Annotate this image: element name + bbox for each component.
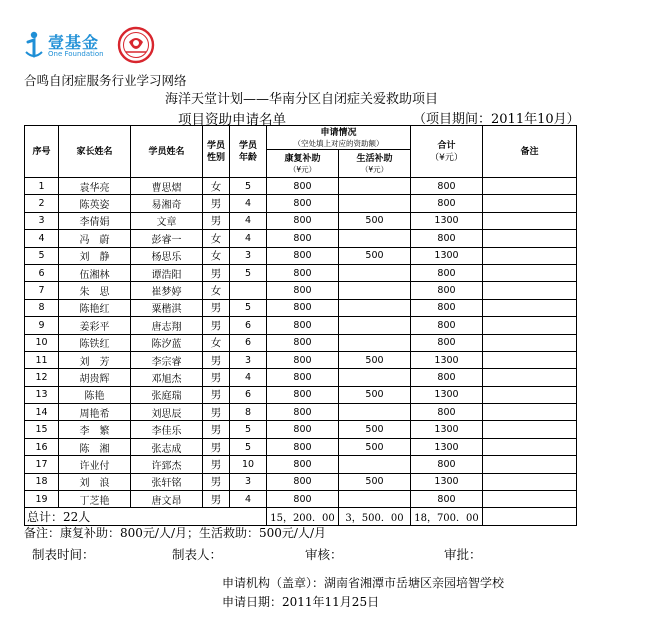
cell-living: [339, 334, 411, 351]
cell-total: 800: [411, 195, 483, 212]
cell-age: 4: [230, 491, 267, 508]
cell-parent: 陈艳红: [59, 299, 131, 316]
cell-rehab: 800: [267, 247, 339, 264]
header-remark: 备注: [483, 126, 577, 178]
cell-age: 5: [230, 299, 267, 316]
foundation-subtitle: One Foundation: [48, 50, 104, 58]
cell-age: [230, 282, 267, 299]
cell-no: 1: [25, 178, 59, 195]
cell-rehab: 800: [267, 282, 339, 299]
header-total-unit: （¥元）: [430, 152, 463, 163]
table-row: [25, 212, 577, 229]
cell-no: 7: [25, 282, 59, 299]
cell-age: 5: [230, 264, 267, 281]
cell-parent: 陈艳: [59, 386, 131, 403]
cell-age: 4: [230, 195, 267, 212]
cell-no: 14: [25, 404, 59, 421]
cell-student: 刘思辰: [131, 404, 203, 421]
cell-rehab: 800: [267, 421, 339, 438]
header-age: [230, 126, 267, 178]
cell-no: 19: [25, 491, 59, 508]
cell-no: 8: [25, 299, 59, 316]
table-row: [25, 195, 577, 212]
cell-remark: [483, 212, 577, 229]
cell-total: 1300: [411, 247, 483, 264]
cell-living: 500: [339, 351, 411, 368]
cell-age: 6: [230, 317, 267, 334]
cell-living: 500: [339, 247, 411, 264]
cell-parent: 袁华亮: [59, 178, 131, 195]
header-apply-note: （空处填上对应的资助额）: [293, 139, 384, 148]
cell-total: 1300: [411, 386, 483, 403]
cell-student: 谭浩阳: [131, 264, 203, 281]
cell-age: 4: [230, 212, 267, 229]
cell-no: 12: [25, 369, 59, 386]
cell-remark: [483, 195, 577, 212]
cell-remark: [483, 317, 577, 334]
cell-age: 3: [230, 473, 267, 490]
cell-total: 1300: [411, 438, 483, 455]
cell-gender: 女: [203, 334, 230, 351]
cell-parent: 李 繁: [59, 421, 131, 438]
total-label: 总计：22人: [25, 508, 267, 526]
cell-living: 500: [339, 421, 411, 438]
cell-remark: [483, 299, 577, 316]
cell-parent: 陈铁红: [59, 334, 131, 351]
applicant-line: 申请机构（盖章）：湖南省湘潭市岳塘区亲园培智学校: [222, 576, 505, 590]
table-row: [25, 334, 577, 351]
table-row: [25, 404, 577, 421]
cell-student: 易湘奇: [131, 195, 203, 212]
total-rehab: 15，200．00: [267, 508, 339, 526]
cell-living: [339, 178, 411, 195]
cell-student: 陈汐蓝: [131, 334, 203, 351]
cell-remark: [483, 421, 577, 438]
cell-gender: 男: [203, 351, 230, 368]
cell-gender: 男: [203, 317, 230, 334]
cell-rehab: 800: [267, 438, 339, 455]
seal-logo: [117, 26, 155, 64]
cell-remark: [483, 456, 577, 473]
cell-age: 3: [230, 351, 267, 368]
cell-rehab: 800: [267, 178, 339, 195]
cell-total: 800: [411, 264, 483, 281]
header-student: 学员姓名: [131, 126, 203, 178]
cell-remark: [483, 473, 577, 490]
cell-living: [339, 264, 411, 281]
table-row: [25, 317, 577, 334]
cell-living: [339, 369, 411, 386]
header-total-label: 合计: [437, 140, 456, 151]
cell-gender: 男: [203, 473, 230, 490]
cell-parent: 周艳希: [59, 404, 131, 421]
table-row: [25, 491, 577, 508]
cell-age: 6: [230, 386, 267, 403]
cell-rehab: 800: [267, 491, 339, 508]
cell-rehab: 800: [267, 212, 339, 229]
maker-label: 制表人：: [172, 547, 223, 562]
table-row: [25, 299, 577, 316]
cell-total: 800: [411, 317, 483, 334]
header-apply-label: 申请情况: [320, 128, 357, 138]
cell-total: 800: [411, 456, 483, 473]
cell-student: 许郅杰: [131, 456, 203, 473]
cell-gender: 女: [203, 230, 230, 247]
cell-student: 曹思熠: [131, 178, 203, 195]
cell-age: 5: [230, 178, 267, 195]
cell-rehab: 800: [267, 456, 339, 473]
cell-age: 3: [230, 247, 267, 264]
cell-gender: 男: [203, 404, 230, 421]
cell-gender: 男: [203, 195, 230, 212]
cell-total: 1300: [411, 473, 483, 490]
table-row: [25, 178, 577, 195]
cell-student: 张庭瑞: [131, 386, 203, 403]
table-row: [25, 369, 577, 386]
cell-student: 粟楷淇: [131, 299, 203, 316]
project-title: 海洋天堂计划——华南分区自闭症关爱救助项目: [165, 92, 439, 107]
cell-no: 9: [25, 317, 59, 334]
note-line: 备注：康复补助：800元/人/月；生活救助：500元/人/月: [24, 526, 326, 540]
table-row: [25, 473, 577, 490]
foundation-name: 壹基金: [48, 33, 100, 52]
table-row: [25, 264, 577, 281]
header-age-l1: 学员: [238, 140, 257, 151]
cell-age: 6: [230, 334, 267, 351]
cell-no: 4: [25, 230, 59, 247]
table-row: [25, 247, 577, 264]
header-living: [339, 150, 411, 178]
total-remark: [483, 508, 577, 526]
cell-parent: 李倩娟: [59, 212, 131, 229]
table-row: [25, 456, 577, 473]
approver-label: 审批：: [444, 547, 482, 562]
cell-living: [339, 195, 411, 212]
cell-no: 3: [25, 212, 59, 229]
cell-gender: 女: [203, 178, 230, 195]
cell-remark: [483, 404, 577, 421]
cell-age: 4: [230, 369, 267, 386]
cell-remark: [483, 178, 577, 195]
cell-living: [339, 404, 411, 421]
cell-rehab: 800: [267, 264, 339, 281]
reviewer-label: 审核：: [305, 547, 343, 562]
cell-no: 6: [25, 264, 59, 281]
cell-remark: [483, 282, 577, 299]
cell-student: 张志成: [131, 438, 203, 455]
cell-student: 李佳乐: [131, 421, 203, 438]
project-period: （项目期间：2011年10月）: [413, 112, 580, 127]
cell-total: 800: [411, 230, 483, 247]
cell-parent: 冯 蔚: [59, 230, 131, 247]
cell-remark: [483, 491, 577, 508]
total-living: 3，500．00: [339, 508, 411, 526]
header-apply: [267, 126, 411, 150]
cell-student: 杨思乐: [131, 247, 203, 264]
cell-gender: 男: [203, 386, 230, 403]
cell-rehab: 800: [267, 404, 339, 421]
cell-parent: 姜彩平: [59, 317, 131, 334]
header-parent: 家长姓名: [59, 126, 131, 178]
cell-total: 1300: [411, 351, 483, 368]
cell-parent: 陈 湘: [59, 438, 131, 455]
cell-no: 13: [25, 386, 59, 403]
header-no: 序号: [25, 126, 59, 178]
cell-rehab: 800: [267, 195, 339, 212]
cell-total: 800: [411, 282, 483, 299]
cell-living: [339, 299, 411, 316]
funding-table: [24, 125, 577, 526]
cell-gender: 女: [203, 247, 230, 264]
cell-gender: 男: [203, 299, 230, 316]
cell-age: 5: [230, 421, 267, 438]
cell-living: [339, 282, 411, 299]
header-age-l2: 年龄: [238, 152, 257, 163]
cell-gender: 女: [203, 282, 230, 299]
cell-total: 1300: [411, 421, 483, 438]
cell-parent: 丁芝艳: [59, 491, 131, 508]
cell-no: 11: [25, 351, 59, 368]
cell-living: [339, 230, 411, 247]
cell-student: 崔梦婷: [131, 282, 203, 299]
cell-living: 500: [339, 212, 411, 229]
cell-remark: [483, 264, 577, 281]
cell-rehab: 800: [267, 386, 339, 403]
cell-no: 16: [25, 438, 59, 455]
header-gender-l1: 学员: [206, 140, 225, 151]
cell-student: 张轩铭: [131, 473, 203, 490]
header-gender: [203, 126, 230, 178]
cell-no: 17: [25, 456, 59, 473]
cell-rehab: 800: [267, 230, 339, 247]
cell-parent: 陈英姿: [59, 195, 131, 212]
cell-gender: 男: [203, 212, 230, 229]
one-foundation-mark-icon: [24, 30, 44, 60]
cell-student: 李宗睿: [131, 351, 203, 368]
cell-rehab: 800: [267, 299, 339, 316]
cell-gender: 男: [203, 438, 230, 455]
organization-line: 合鸣自闭症服务行业学习网络: [24, 73, 187, 88]
cell-living: 500: [339, 473, 411, 490]
cell-student: 邓旭杰: [131, 369, 203, 386]
cell-remark: [483, 230, 577, 247]
cell-gender: 男: [203, 421, 230, 438]
cell-living: [339, 456, 411, 473]
header-living-label: 生活补助: [356, 154, 393, 164]
list-title: 项目资助申请名单: [178, 112, 286, 128]
cell-total: 800: [411, 178, 483, 195]
cell-parent: 许业付: [59, 456, 131, 473]
cell-living: 500: [339, 438, 411, 455]
cell-gender: 男: [203, 264, 230, 281]
cell-remark: [483, 247, 577, 264]
cell-no: 2: [25, 195, 59, 212]
cell-living: [339, 491, 411, 508]
cell-parent: 刘 芳: [59, 351, 131, 368]
cell-total: 800: [411, 404, 483, 421]
cell-rehab: 800: [267, 334, 339, 351]
cell-student: 唐志翔: [131, 317, 203, 334]
table-row: [25, 421, 577, 438]
total-sum: 18，700．00: [411, 508, 483, 526]
cell-total: 1300: [411, 212, 483, 229]
cell-remark: [483, 351, 577, 368]
cell-no: 10: [25, 334, 59, 351]
cell-remark: [483, 386, 577, 403]
header-rehab-unit: （¥元）: [288, 165, 317, 174]
cell-parent: 胡贵辉: [59, 369, 131, 386]
table-row: [25, 386, 577, 403]
table-row: [25, 438, 577, 455]
cell-parent: 刘 静: [59, 247, 131, 264]
cell-total: 800: [411, 334, 483, 351]
cell-remark: [483, 369, 577, 386]
red-seal-icon: [117, 26, 155, 64]
cell-no: 18: [25, 473, 59, 490]
cell-rehab: 800: [267, 369, 339, 386]
cell-parent: 伍湘林: [59, 264, 131, 281]
make-time-label: 制表时间：: [32, 547, 95, 562]
cell-student: 唐文昂: [131, 491, 203, 508]
cell-student: 彭睿一: [131, 230, 203, 247]
cell-total: 800: [411, 299, 483, 316]
cell-student: 文章: [131, 212, 203, 229]
cell-remark: [483, 334, 577, 351]
cell-remark: [483, 438, 577, 455]
cell-age: 5: [230, 438, 267, 455]
cell-total: 800: [411, 491, 483, 508]
table-row: [25, 282, 577, 299]
cell-gender: 男: [203, 491, 230, 508]
cell-total: 800: [411, 369, 483, 386]
cell-living: 500: [339, 386, 411, 403]
header-living-unit: （¥元）: [360, 165, 389, 174]
cell-gender: 男: [203, 369, 230, 386]
table-row: [25, 351, 577, 368]
cell-age: 4: [230, 230, 267, 247]
cell-living: [339, 317, 411, 334]
header-total: [411, 126, 483, 178]
cell-age: 8: [230, 404, 267, 421]
apply-date-line: 申请日期：2011年11月25日: [222, 595, 380, 609]
cell-rehab: 800: [267, 317, 339, 334]
cell-no: 5: [25, 247, 59, 264]
header-rehab: [267, 150, 339, 178]
cell-rehab: 800: [267, 473, 339, 490]
cell-gender: 男: [203, 456, 230, 473]
table-row: [25, 230, 577, 247]
cell-no: 15: [25, 421, 59, 438]
cell-age: 10: [230, 456, 267, 473]
header-gender-l2: 性别: [206, 152, 225, 163]
header-rehab-label: 康复补助: [284, 154, 321, 164]
cell-rehab: 800: [267, 351, 339, 368]
cell-parent: 刘 浪: [59, 473, 131, 490]
cell-parent: 朱 思: [59, 282, 131, 299]
